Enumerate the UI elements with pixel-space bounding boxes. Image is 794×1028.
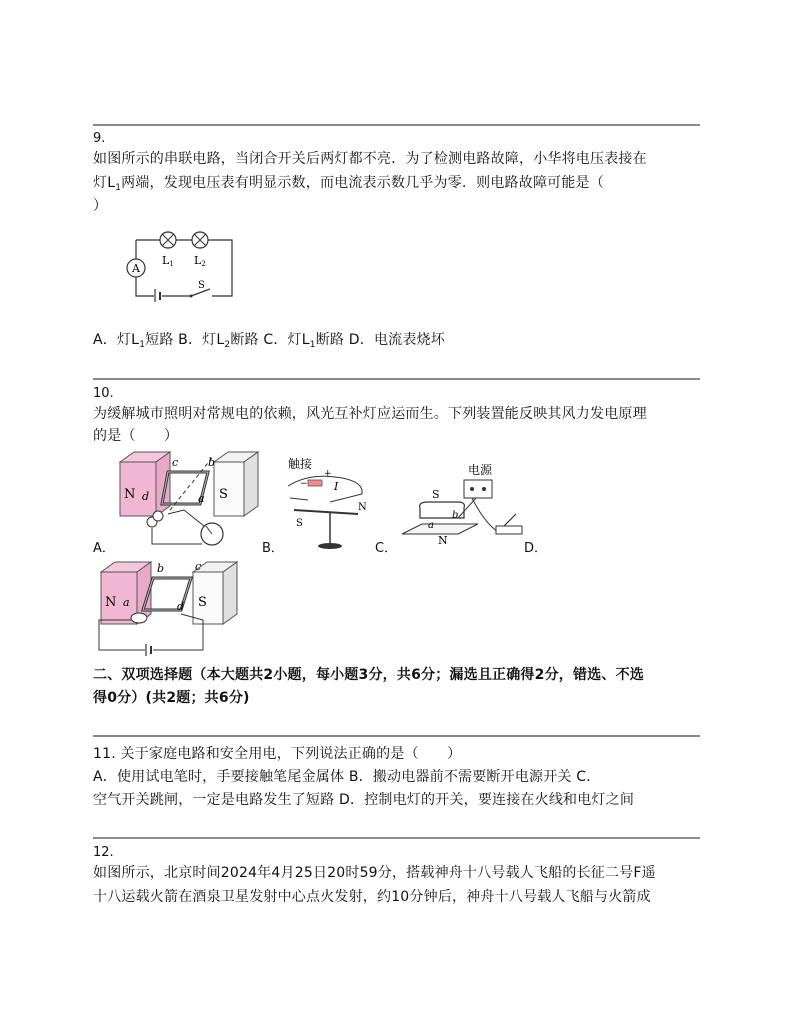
- q10-option-c-label: C．: [375, 541, 398, 556]
- battery-icon: [145, 644, 153, 656]
- q9-circuit-diagram: [120, 228, 245, 302]
- q9-l1-label: L1: [162, 254, 174, 268]
- svg-text:电源: 电源: [468, 463, 493, 477]
- divider-q9: [93, 124, 700, 126]
- switch-icon: [496, 526, 522, 534]
- q10-option-a-label: A．: [93, 541, 115, 556]
- q9-ammeter-label: A: [132, 262, 140, 275]
- svg-text:a: a: [123, 596, 130, 609]
- svg-text:I: I: [334, 480, 339, 493]
- q9-switch-label: S: [198, 280, 205, 291]
- question-11-line-3: 空气开关跳闸，一定是电路发生了短路 D．控制电灯的开关，要连接在火线和电灯之间: [93, 792, 635, 808]
- divider-q11: [93, 735, 700, 737]
- svg-text:S: S: [198, 595, 207, 610]
- q9-l2-label: L2: [194, 254, 206, 268]
- question-9-options: A．灯$L_1$短路 B．灯$L_2$断路 C．灯$L_1$断路 D．电流表烧坏: [93, 332, 445, 350]
- divider-q10: [93, 378, 700, 380]
- divider-q12: [93, 837, 700, 839]
- q9-lamp-l1-icon: [160, 232, 176, 248]
- q10-option-b-label: B．: [262, 541, 284, 556]
- question-9-line-2: 灯$L_1$两端，发现电压表有明显示数，而电流表示数几乎为零．则电路故障可能是（: [93, 175, 604, 193]
- section-2-heading-line-2: 得0分）(共2题；共6分): [93, 690, 250, 706]
- svg-text:N: N: [358, 502, 367, 513]
- svg-text:b: b: [157, 562, 165, 575]
- svg-text:N: N: [105, 595, 117, 610]
- question-12-line-2: 十八运载火箭在酒泉卫星发射中心点火发射，约10分钟后，神舟十八号载人飞船与火箭成: [93, 889, 651, 905]
- svg-text:S: S: [432, 488, 440, 501]
- section-2-heading-line-1: 二、双项选择题（本大题共2小题，每小题3分，共6分；漏选且正确得2分，错选、不选: [93, 667, 644, 683]
- svg-text:a: a: [428, 520, 434, 531]
- question-12-line-1: 如图所示，北京时间2024年4月25日20时59分，搭载神舟十八号载人飞船的长征二号F遥: [93, 865, 656, 881]
- svg-text:d: d: [142, 490, 150, 503]
- question-10-line-2: 的是（ ）: [93, 428, 179, 444]
- question-9-line-1: 如图所示的串联电路，当闭合开关后两灯都不亮．为了检测电路故障，小华将电压表接在: [93, 151, 647, 167]
- question-10-number: 10.: [93, 386, 114, 401]
- q10-option-d-label: D．: [524, 541, 548, 556]
- svg-text:−: −: [300, 479, 308, 489]
- svg-text:N: N: [124, 487, 136, 502]
- question-12-number: 12.: [93, 845, 114, 860]
- svg-text:S: S: [219, 487, 228, 502]
- svg-text:+: +: [324, 469, 332, 479]
- q10-option-d-figure: [95, 558, 245, 658]
- power-supply-icon: [464, 480, 492, 498]
- svg-text:b: b: [208, 456, 216, 469]
- svg-text:b: b: [452, 510, 459, 521]
- svg-text:c: c: [195, 560, 202, 573]
- svg-text:c: c: [172, 456, 179, 469]
- q9-lamp-l2-icon: [192, 232, 208, 248]
- q9-battery-icon: [154, 288, 162, 302]
- svg-text:触接: 触接: [288, 457, 313, 471]
- q10-option-a-figure: [112, 450, 262, 550]
- battery-icon: [308, 480, 322, 486]
- question-10-line-1: 为缓解城市照明对常规电的依赖，风光互补灯应运而生。下列装置能反映其风力发电原理: [93, 406, 647, 422]
- question-9-number: 9.: [93, 131, 106, 146]
- q10-option-b-figure: [280, 456, 380, 552]
- svg-text:a: a: [198, 492, 205, 505]
- q10-option-c-figure: [398, 462, 528, 550]
- question-11-line-2: A．使用试电笔时，手要接触笔尾金属体 B．搬动电器前不需要断开电源开关 C．: [93, 769, 601, 785]
- svg-text:d: d: [177, 600, 185, 613]
- question-9-line-3: ）: [93, 198, 108, 214]
- svg-text:S: S: [296, 518, 303, 529]
- svg-text:N: N: [438, 534, 448, 547]
- question-11-line-1: 11. 关于家庭电路和安全用电，下列说法正确的是（ ）: [93, 746, 462, 762]
